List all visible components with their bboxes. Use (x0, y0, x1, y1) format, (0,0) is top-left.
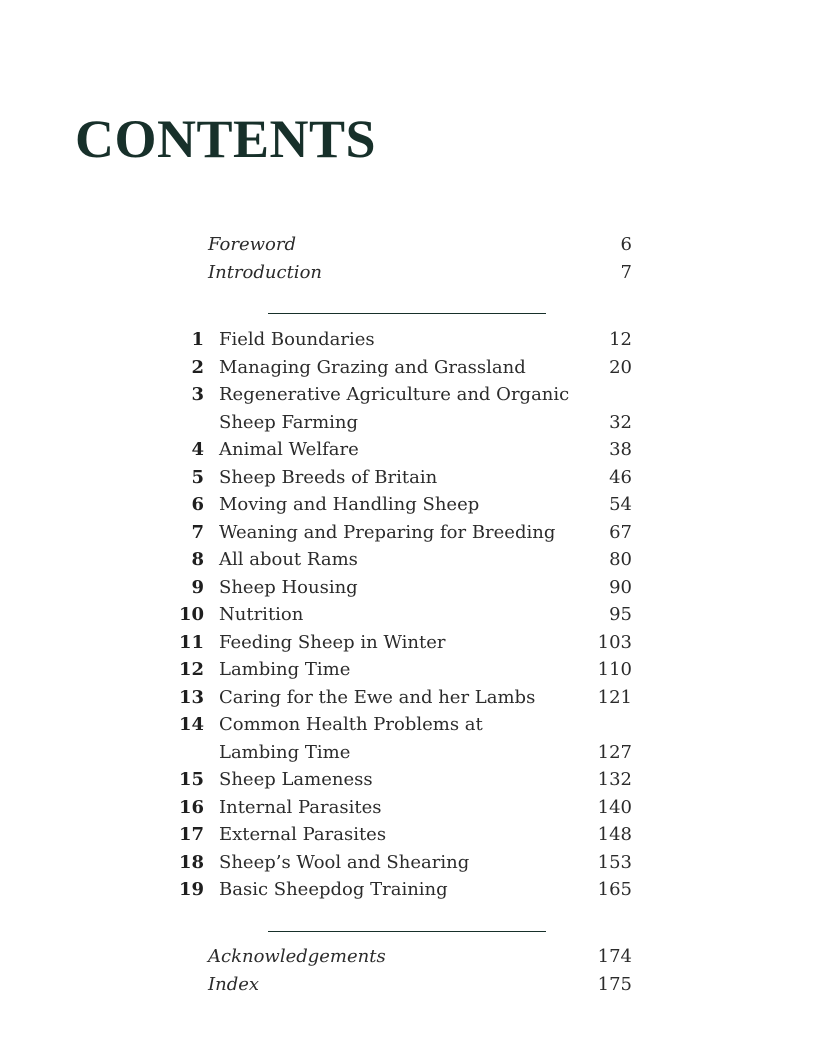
page-number: 20 (609, 356, 632, 378)
chapter-entry[interactable] (0, 574, 818, 602)
chapter-title: Common Health Problems at (219, 714, 483, 735)
page-number: 175 (597, 973, 632, 995)
chapter-entry[interactable] (0, 354, 818, 382)
chapter-title: Lambing Time (219, 659, 351, 680)
front-matter-list (0, 231, 818, 286)
chapter-number: 12 (178, 659, 204, 680)
chapter-number: 10 (178, 604, 204, 625)
page-number: 46 (609, 466, 632, 488)
chapter-number: 7 (191, 521, 204, 543)
page-number: 174 (597, 946, 632, 967)
entry-title: Acknowledgements (208, 946, 386, 967)
chapter-title: Field Boundaries (219, 329, 375, 350)
chapter-title: Feeding Sheep in Winter (219, 631, 446, 653)
chapter-entry[interactable] (0, 326, 818, 354)
chapter-title: Managing Grazing and Grassland (219, 356, 526, 378)
entry-title: Introduction (208, 261, 322, 283)
chapter-number: 18 (178, 851, 204, 873)
chapter-entry[interactable] (0, 656, 818, 684)
page-number: 121 (597, 686, 632, 708)
chapter-entry-continued[interactable] (0, 409, 818, 437)
chapter-entry[interactable] (0, 711, 818, 739)
chapter-entry[interactable] (0, 464, 818, 492)
chapter-entry[interactable] (0, 766, 818, 794)
page-number: 153 (597, 851, 632, 873)
page-number: 110 (597, 659, 632, 680)
page-number: 95 (609, 604, 632, 625)
chapter-title: Weaning and Preparing for Breeding (219, 521, 556, 543)
chapter-entry[interactable] (0, 381, 818, 409)
chapter-title: Sheep Farming (219, 411, 359, 433)
chapter-number: 17 (178, 824, 204, 845)
page-number: 90 (609, 576, 632, 598)
chapter-title: Sheep Breeds of Britain (219, 466, 438, 488)
chapter-entry[interactable] (0, 876, 818, 904)
chapter-entry[interactable] (0, 821, 818, 849)
chapter-entry[interactable] (0, 601, 818, 629)
chapter-number: 2 (191, 356, 204, 378)
page-number: 140 (597, 796, 632, 818)
divider-bottom (268, 931, 546, 932)
chapter-title: Lambing Time (219, 741, 351, 763)
chapter-title: All about Rams (219, 549, 358, 570)
chapter-number: 11 (178, 631, 204, 653)
chapter-entry[interactable] (0, 519, 818, 547)
chapter-number: 5 (191, 466, 204, 488)
divider-top (268, 313, 546, 314)
back-matter-list (0, 943, 818, 998)
chapter-number: 13 (178, 686, 204, 708)
chapter-number: 15 (178, 769, 204, 790)
chapter-title: Regenerative Agriculture and Organic (219, 384, 570, 405)
page-number: 12 (609, 329, 632, 350)
chapter-number: 4 (191, 439, 204, 460)
page-number: 132 (597, 769, 632, 790)
chapter-number: 6 (191, 494, 204, 515)
page-number: 54 (609, 494, 632, 515)
chapter-list (0, 326, 818, 904)
chapter-entry[interactable] (0, 684, 818, 712)
chapter-title: Nutrition (219, 604, 304, 625)
chapter-entry[interactable] (0, 491, 818, 519)
entry-title: Index (208, 973, 260, 995)
chapter-title: External Parasites (219, 824, 387, 845)
toc-entry[interactable] (0, 943, 818, 971)
page-number: 148 (597, 824, 632, 845)
page-title: CONTENTS (75, 109, 377, 169)
chapter-number: 8 (191, 549, 204, 570)
toc-entry[interactable] (0, 971, 818, 999)
chapter-title: Basic Sheepdog Training (219, 879, 448, 900)
chapter-number: 16 (178, 796, 204, 818)
chapter-entry[interactable] (0, 794, 818, 822)
toc-entry[interactable] (0, 259, 818, 287)
page-number: 127 (597, 741, 632, 763)
chapter-number: 14 (178, 714, 204, 735)
chapter-entry[interactable] (0, 546, 818, 574)
page-number: 67 (609, 521, 632, 543)
chapter-title: Sheep’s Wool and Shearing (219, 851, 470, 873)
chapter-number: 19 (178, 879, 204, 900)
chapter-entry-continued[interactable] (0, 739, 818, 767)
page-number: 165 (597, 879, 632, 900)
page-number: 38 (609, 439, 632, 460)
chapter-number: 1 (191, 329, 204, 350)
chapter-entry[interactable] (0, 436, 818, 464)
page-number: 7 (620, 261, 632, 283)
page-number: 103 (597, 631, 632, 653)
chapter-title: Moving and Handling Sheep (219, 494, 480, 515)
page-number: 6 (620, 234, 632, 255)
chapter-title: Internal Parasites (219, 796, 382, 818)
chapter-number: 9 (191, 576, 204, 598)
page-number: 32 (609, 411, 632, 433)
chapter-entry[interactable] (0, 629, 818, 657)
chapter-title: Sheep Housing (219, 576, 358, 598)
chapter-number: 3 (191, 384, 204, 405)
chapter-title: Sheep Lameness (219, 769, 373, 790)
page-number: 80 (609, 549, 632, 570)
chapter-entry[interactable] (0, 849, 818, 877)
entry-title: Foreword (208, 234, 296, 255)
toc-entry[interactable] (0, 231, 818, 259)
chapter-title: Animal Welfare (219, 439, 359, 460)
chapter-title: Caring for the Ewe and her Lambs (219, 686, 536, 708)
